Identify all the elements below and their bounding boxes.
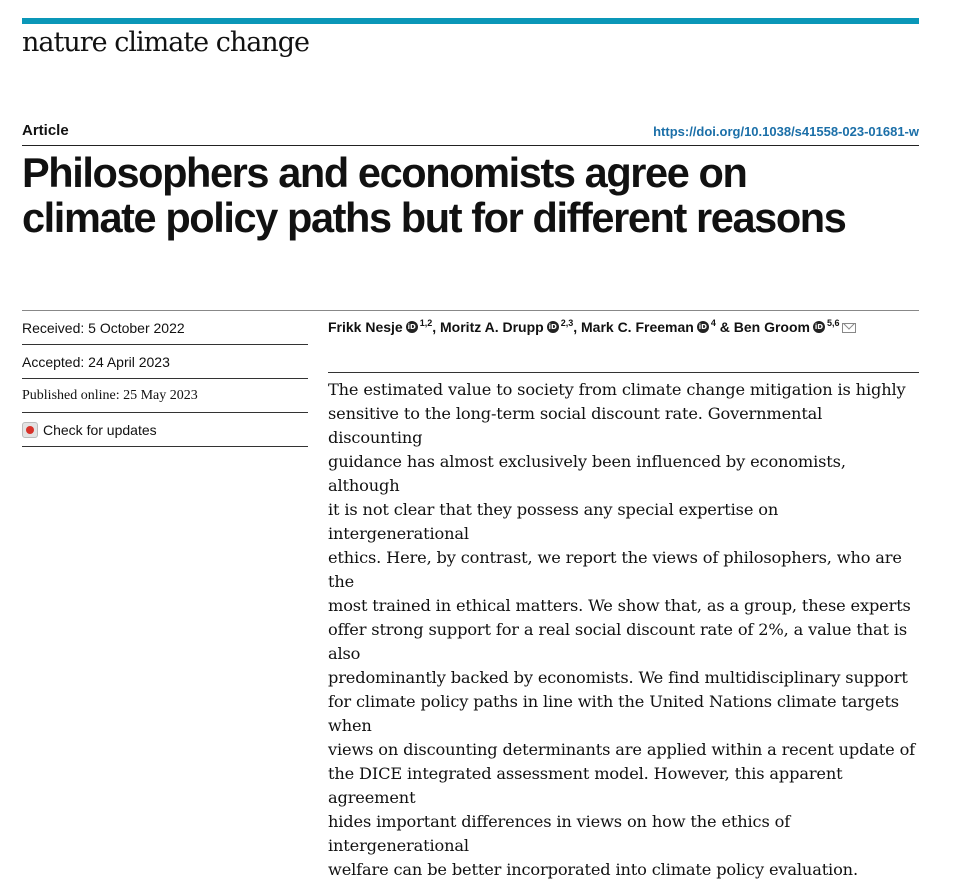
check-for-updates-label: Check for updates (43, 421, 157, 438)
abstract-line: welfare can be better incorporated into climate policy evaluation. (328, 860, 858, 879)
abstract-line: most trained in ethical matters. We show that, as a group, these experts (328, 596, 911, 615)
orcid-icon[interactable]: iD (407, 323, 416, 331)
author-name[interactable]: Frikk Nesje (328, 319, 403, 335)
received-date: Received: 5 October 2022 (22, 311, 308, 345)
author-name[interactable]: Ben Groom (733, 319, 810, 335)
orcid-icon[interactable]: iD (698, 323, 707, 331)
abstract-line: The estimated value to society from climate change mitigation is highly (328, 380, 906, 399)
crossmark-icon (22, 422, 38, 438)
author-list (328, 319, 856, 335)
journal-accent-bar (22, 18, 919, 24)
article-type-label: Article (22, 122, 69, 139)
accepted-date: Accepted: 24 April 2023 (22, 345, 308, 379)
article-title (22, 150, 927, 240)
abstract-line: it is not clear that they possess any special expertise on intergenerational (328, 500, 779, 543)
abstract-line: offer strong support for a real social discount rate of 2%, a value that is also (328, 620, 908, 663)
email-icon[interactable] (842, 323, 856, 333)
abstract (328, 378, 918, 882)
title-line-2: climate policy paths but for different reasons (22, 194, 846, 241)
abstract-line: sensitive to the long-term social discount rate. Governmental discounting (328, 404, 823, 447)
abstract-line: views on discounting determinants are applied within a recent update of (328, 740, 915, 759)
journal-name[interactable]: nature climate change (22, 27, 309, 58)
author-affiliation: 5,6 (826, 318, 840, 328)
abstract-line: predominantly backed by economists. We find multidisciplinary support (328, 668, 908, 687)
author-separator: , (573, 319, 581, 335)
abstract-line: ethics. Here, by contrast, we report the views of philosophers, who are the (328, 548, 902, 591)
abstract-line: hides important differences in views on how the ethics of intergenerational (328, 812, 791, 855)
author-affiliation: 4 (710, 318, 716, 328)
abstract-line: for climate policy paths in line with the United Nations climate targets when (328, 692, 899, 735)
article-dates-panel (22, 311, 308, 447)
title-line-1: Philosophers and economists agree on (22, 149, 747, 196)
author-separator: & (715, 319, 734, 335)
abstract-line: guidance has almost exclusively been influenced by economists, although (328, 452, 846, 495)
abstract-divider (328, 372, 919, 373)
author-affiliation: 2,3 (560, 318, 574, 328)
author-name[interactable]: Mark C. Freeman (581, 319, 694, 335)
author-separator: , (432, 319, 441, 335)
author-name[interactable]: Moritz A. Drupp (440, 319, 544, 335)
orcid-icon[interactable]: iD (814, 323, 824, 331)
author-affiliation: 1,2 (419, 318, 433, 328)
check-for-updates-button[interactable] (22, 413, 308, 447)
orcid-icon[interactable]: iD (548, 323, 557, 331)
header-divider (22, 145, 919, 146)
published-date: Published online: 25 May 2023 (22, 379, 308, 413)
doi-link[interactable]: https://doi.org/10.1038/s41558-023-01681-w (653, 124, 919, 139)
abstract-line: the DICE integrated assessment model. However, this apparent agreement (328, 764, 843, 807)
